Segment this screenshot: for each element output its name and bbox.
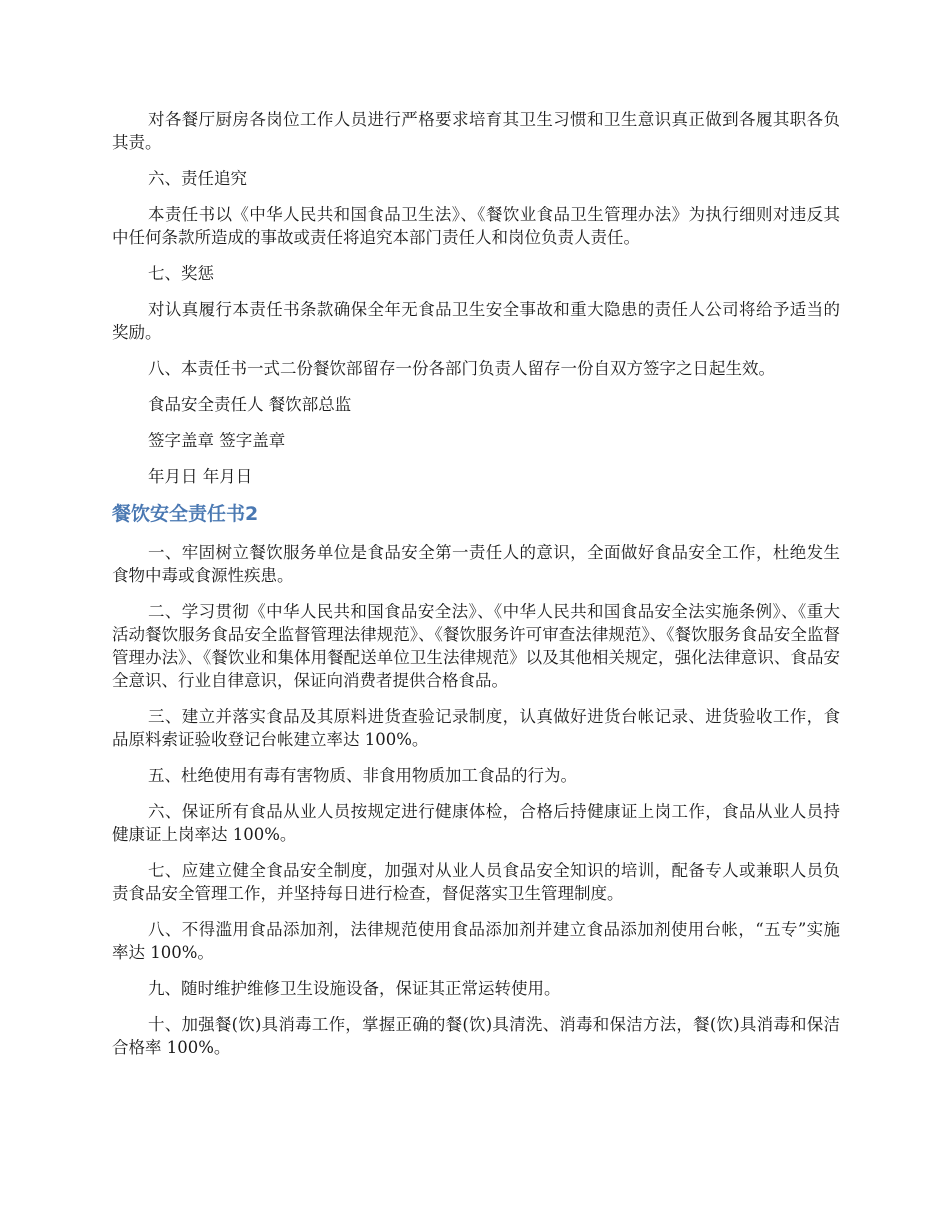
paragraph: 六、保证所有食品从业人员按规定进行健康体检，合格后持健康证上岗工作，食品从业人员持健康证上岗率达 100%。 [112,802,840,844]
paragraph: 三、建立并落实食品及其原料进货查验记录制度，认真做好进货台帐记录、进货验收工作，食品原料索证验收登记台帐建立率达 100%。 [112,707,840,749]
signature-dates: 年月日 年月日 [148,467,253,486]
document-heading: 餐饮安全责任书2 [112,503,259,525]
paragraph: 八、不得滥用食品添加剂，法律规范使用食品添加剂并建立食品添加剂使用台帐，“五专”实施率达 100%。 [112,920,840,962]
document-page [112,108,840,1072]
paragraph: 九、随时维护维修卫生设施设备，保证其正常运转使用。 [148,979,561,998]
paragraph: 本责任书以《中华人民共和国食品卫生法》、《餐饮业食品卫生管理办法》为执行细则对违反其中任何条款所造成的事故或责任将追究本部门责任人和岗位负责人责任。 [112,205,840,247]
section-heading-rewards: 七、奖惩 [148,264,214,283]
paragraph: 二、学习贯彻《中华人民共和国食品安全法》、《中华人民共和国食品安全法实施条例》、《重大活动餐饮服务食品安全监督管理法律规范》、《餐饮服务许可审查法律规范》、《餐饮服务食品安全监督管理办法》、《餐饮业和集体用餐配送单位卫生法律规范》以及其他相关规定，强化法律意识、食品安全意识、行业自律意识，保证向消费者提供合格食品。 [112,602,840,690]
paragraph: 对认真履行本责任书条款确保全年无食品卫生安全事故和重大隐患的责任人公司将给予适当的奖励。 [112,300,840,342]
signature-roles: 食品安全责任人 餐饮部总监 [148,395,352,414]
signature-stamps: 签字盖章 签字盖章 [148,431,286,450]
paragraph: 五、杜绝使用有毒有害物质、非食用物质加工食品的行为。 [148,766,577,785]
paragraph: 十、加强餐(饮)具消毒工作，掌握正确的餐(饮)具清洗、消毒和保洁方法，餐(饮)具消毒和保洁合格率 100%。 [112,1015,840,1057]
section-heading-liability: 六、责任追究 [148,169,247,188]
paragraph: 对各餐厅厨房各岗位工作人员进行严格要求培育其卫生习惯和卫生意识真正做到各履其职各负其责。 [112,110,840,152]
paragraph: 七、应建立健全食品安全制度，加强对从业人员食品安全知识的培训，配备专人或兼职人员负责食品安全管理工作，并坚持每日进行检查，督促落实卫生管理制度。 [112,861,840,903]
paragraph: 八、本责任书一式二份餐饮部留存一份各部门负责人留存一份自双方签字之日起生效。 [148,359,775,378]
paragraph: 一、牢固树立餐饮服务单位是食品安全第一责任人的意识，全面做好食品安全工作，杜绝发生食物中毒或食源性疾患。 [112,543,840,585]
